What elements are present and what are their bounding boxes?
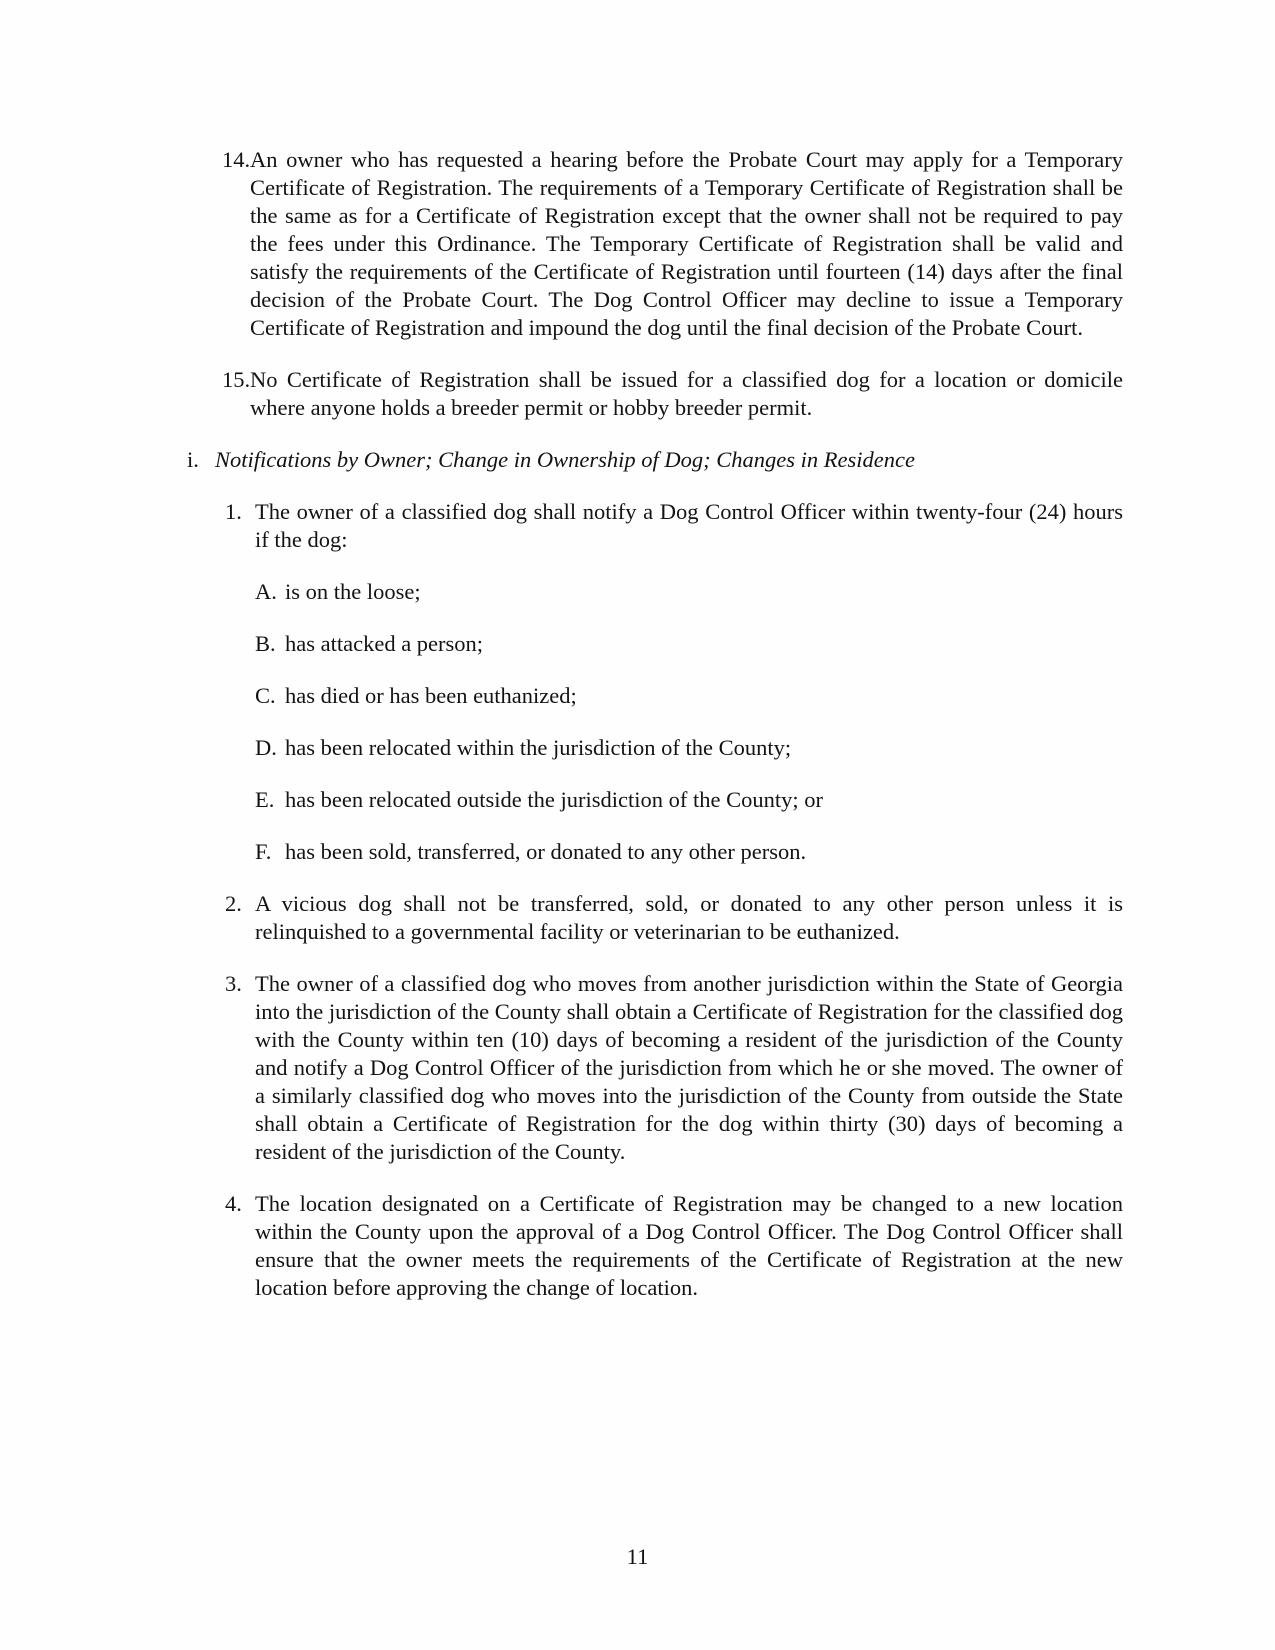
list-item-C: [0, 682, 1275, 710]
list-item-2-marker: 2.: [225, 891, 242, 916]
list-item-4-text: The location designated on a Certificate of Registration may be changed to a new location within the County upon the approval of a Dog Control Officer. The Dog Control Officer shall ensure that the owner meets the requirements of the Certificate of Registration at the new location before approving the change of location.: [255, 1191, 1123, 1300]
list-item-F-text: has been sold, transferred, or donated to any other person.: [285, 839, 807, 864]
list-item-3: [0, 970, 1275, 1166]
list-item-D-text: has been relocated within the jurisdiction of the County;: [285, 735, 792, 760]
list-item-14: [0, 146, 1275, 342]
list-item-2-text: A vicious dog shall not be transferred, sold, or donated to any other person unless it is relinquished to a governmental facility or veterinarian to be euthanized.: [255, 891, 1123, 944]
list-item-3-text: The owner of a classified dog who moves from another jurisdiction within the State of Georgia into the jurisdiction of the County shall obtain a Certificate of Registration for the classified dog with the County within ten (10) days of becoming a resident of the jurisdiction of the County and notify a Dog Control Officer of the jurisdiction from which he or she moved. The owner of a similarly classified dog who moves into the jurisdiction of the County from outside the State shall obtain a Certificate of Registration for the dog within thirty (30) days of becoming a resident of the jurisdiction of the County.: [255, 971, 1123, 1164]
list-item-14-text: An owner who has requested a hearing before the Probate Court may apply for a Temporary Certificate of Registration. The requirements of a Temporary Certificate of Registration shall be the same as for a Certificate of Registration except that the owner shall not be required to pay the fees under this Ordinance. The Temporary Certificate of Registration shall be valid and satisfy the requirements of the Certificate of Registration until fourteen (14) days after the final decision of the Probate Court. The Dog Control Officer may decline to issue a Temporary Certificate of Registration and impound the dog until the final decision of the Probate Court.: [250, 147, 1123, 340]
list-item-1-text: The owner of a classified dog shall notify a Dog Control Officer within twenty-four (24) hours if the dog:: [255, 499, 1123, 552]
list-item-3-marker: 3.: [225, 971, 242, 996]
list-item-1: [0, 498, 1275, 554]
list-item-D-marker: D.: [255, 735, 277, 760]
section-heading-i-marker: i.: [187, 447, 199, 472]
list-item-B-marker: B.: [255, 631, 276, 656]
section-heading-i: [0, 446, 1275, 474]
list-item-A-text: is on the loose;: [285, 579, 421, 604]
list-item-1-marker: 1.: [225, 499, 242, 524]
list-item-4: [0, 1190, 1275, 1302]
list-item-C-text: has died or has been euthanized;: [285, 683, 577, 708]
list-item-C-marker: C.: [255, 683, 276, 708]
list-item-15: [0, 366, 1275, 422]
list-item-E-text: has been relocated outside the jurisdiction of the County; or: [285, 787, 823, 812]
list-item-E-marker: E.: [255, 787, 275, 812]
list-item-A: [0, 578, 1275, 606]
list-item-B: [0, 630, 1275, 658]
page-number: 11: [626, 1544, 649, 1569]
list-item-4-marker: 4.: [225, 1191, 242, 1216]
list-item-D: [0, 734, 1275, 762]
list-item-A-marker: A.: [255, 579, 277, 604]
list-item-B-text: has attacked a person;: [285, 631, 484, 656]
list-item-2: [0, 890, 1275, 946]
list-item-15-marker: 15.: [222, 367, 251, 392]
list-item-15-text: No Certificate of Registration shall be issued for a classified dog for a location or domicile where anyone holds a breeder permit or hobby breeder permit.: [250, 367, 1123, 420]
list-item-E: [0, 786, 1275, 814]
list-item-14-marker: 14.: [222, 147, 251, 172]
list-item-F-marker: F.: [255, 839, 272, 864]
list-item-F: [0, 838, 1275, 866]
section-heading-i-title: Notifications by Owner; Change in Ownership of Dog; Changes in Residence: [215, 447, 915, 472]
